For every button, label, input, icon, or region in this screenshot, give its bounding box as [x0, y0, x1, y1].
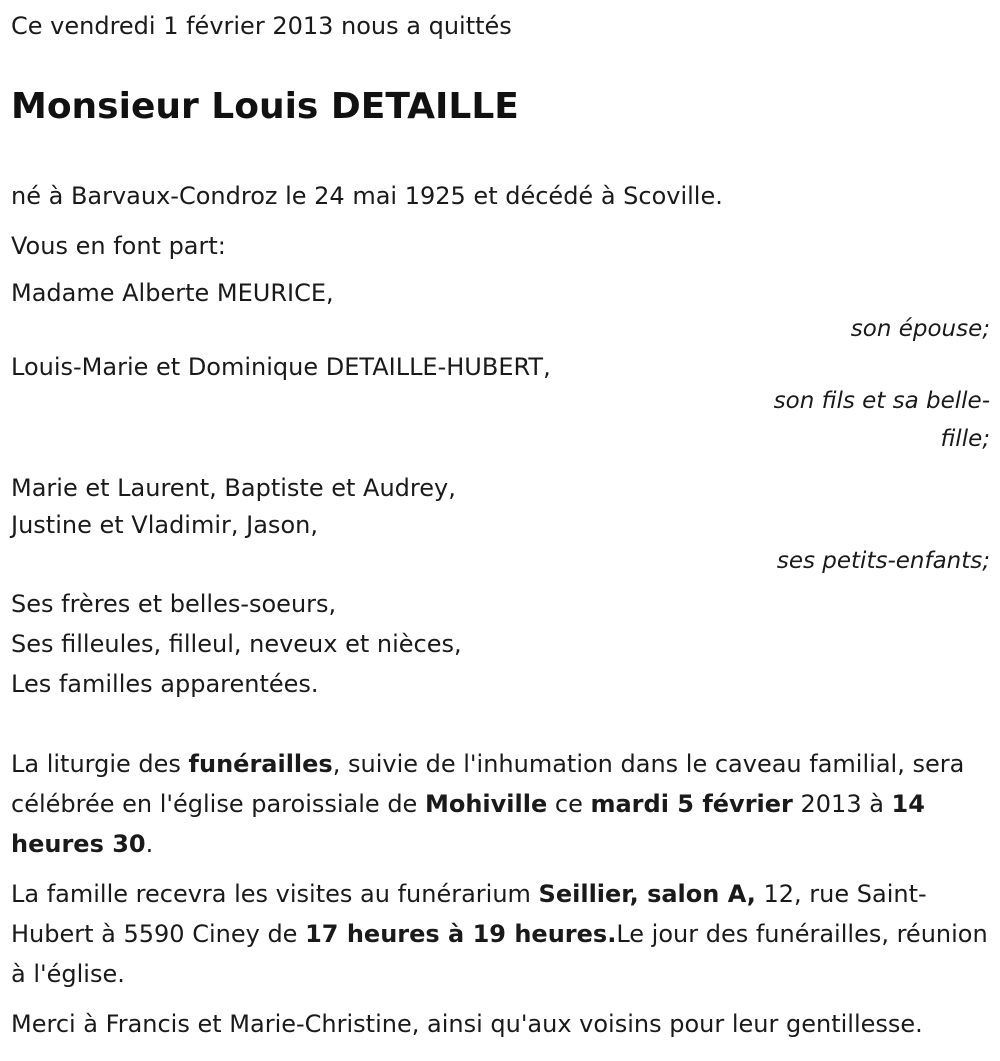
- family-entry-spouse: [11, 276, 990, 348]
- hours-bold: 17 heures à 19 heures.: [305, 920, 617, 948]
- family-role: son fils et sa belle-fille;: [773, 388, 990, 452]
- family-role: ses petits-enfants;: [776, 548, 990, 574]
- family-names: Madame Alberte MEURICE,: [11, 279, 334, 307]
- place-bold: Mohiville: [424, 790, 548, 818]
- family-role: son épouse;: [850, 316, 990, 342]
- birth-death-text: né à Barvaux-Condroz le 24 mai 1925 et décédé à Scoville.: [11, 182, 723, 210]
- deceased-name: Monsieur Louis DETAILLE: [11, 86, 519, 127]
- announce-text: Vous en font part:: [11, 232, 226, 260]
- relatives-line: Ses filleules, filleul, neveux et nièces,: [11, 630, 462, 658]
- time-bold: 14 heures 30: [11, 790, 925, 858]
- funeral-bold: funérailles: [188, 750, 333, 778]
- family-names: Justine et Vladimir, Jason,: [11, 511, 318, 539]
- intro-text: Ce vendredi 1 février 2013 nous a quittés: [11, 12, 512, 40]
- family-names: Louis-Marie et Dominique DETAILLE-HUBERT,: [11, 353, 551, 381]
- family-entry-son: [11, 352, 990, 458]
- thanks-paragraph: Merci à Francis et Marie-Christine, ainsi qu'aux voisins pour leur gentillesse.: [11, 1010, 923, 1038]
- spacer: [11, 704, 990, 744]
- relatives-line: Ses frères et belles-soeurs,: [11, 590, 337, 618]
- visits-paragraph: La famille recevra les visites au funérarium Seillier, salon A, 12, rue Saint-Hubert à 5590 Ciney de 17 heures à 19 heures.Le jour des funérailles, réunion à l'église.: [11, 880, 988, 988]
- relatives-line: Les familles apparentées.: [11, 670, 319, 698]
- obituary-page: [0, 6, 1000, 1044]
- other-relatives: [11, 584, 990, 704]
- family-entry-grandchildren: [11, 468, 990, 580]
- date-bold: mardi 5 février: [590, 790, 793, 818]
- funerarium-bold: Seillier, salon A,: [538, 880, 756, 908]
- family-names: Marie et Laurent, Baptiste et Audrey,: [11, 474, 456, 502]
- funeral-paragraph: La liturgie des funérailles, suivie de l'inhumation dans le caveau familial, sera célébrée en l'église paroissiale de Mohiville ce mardi 5 février 2013 à 14 heures 30.: [11, 750, 965, 858]
